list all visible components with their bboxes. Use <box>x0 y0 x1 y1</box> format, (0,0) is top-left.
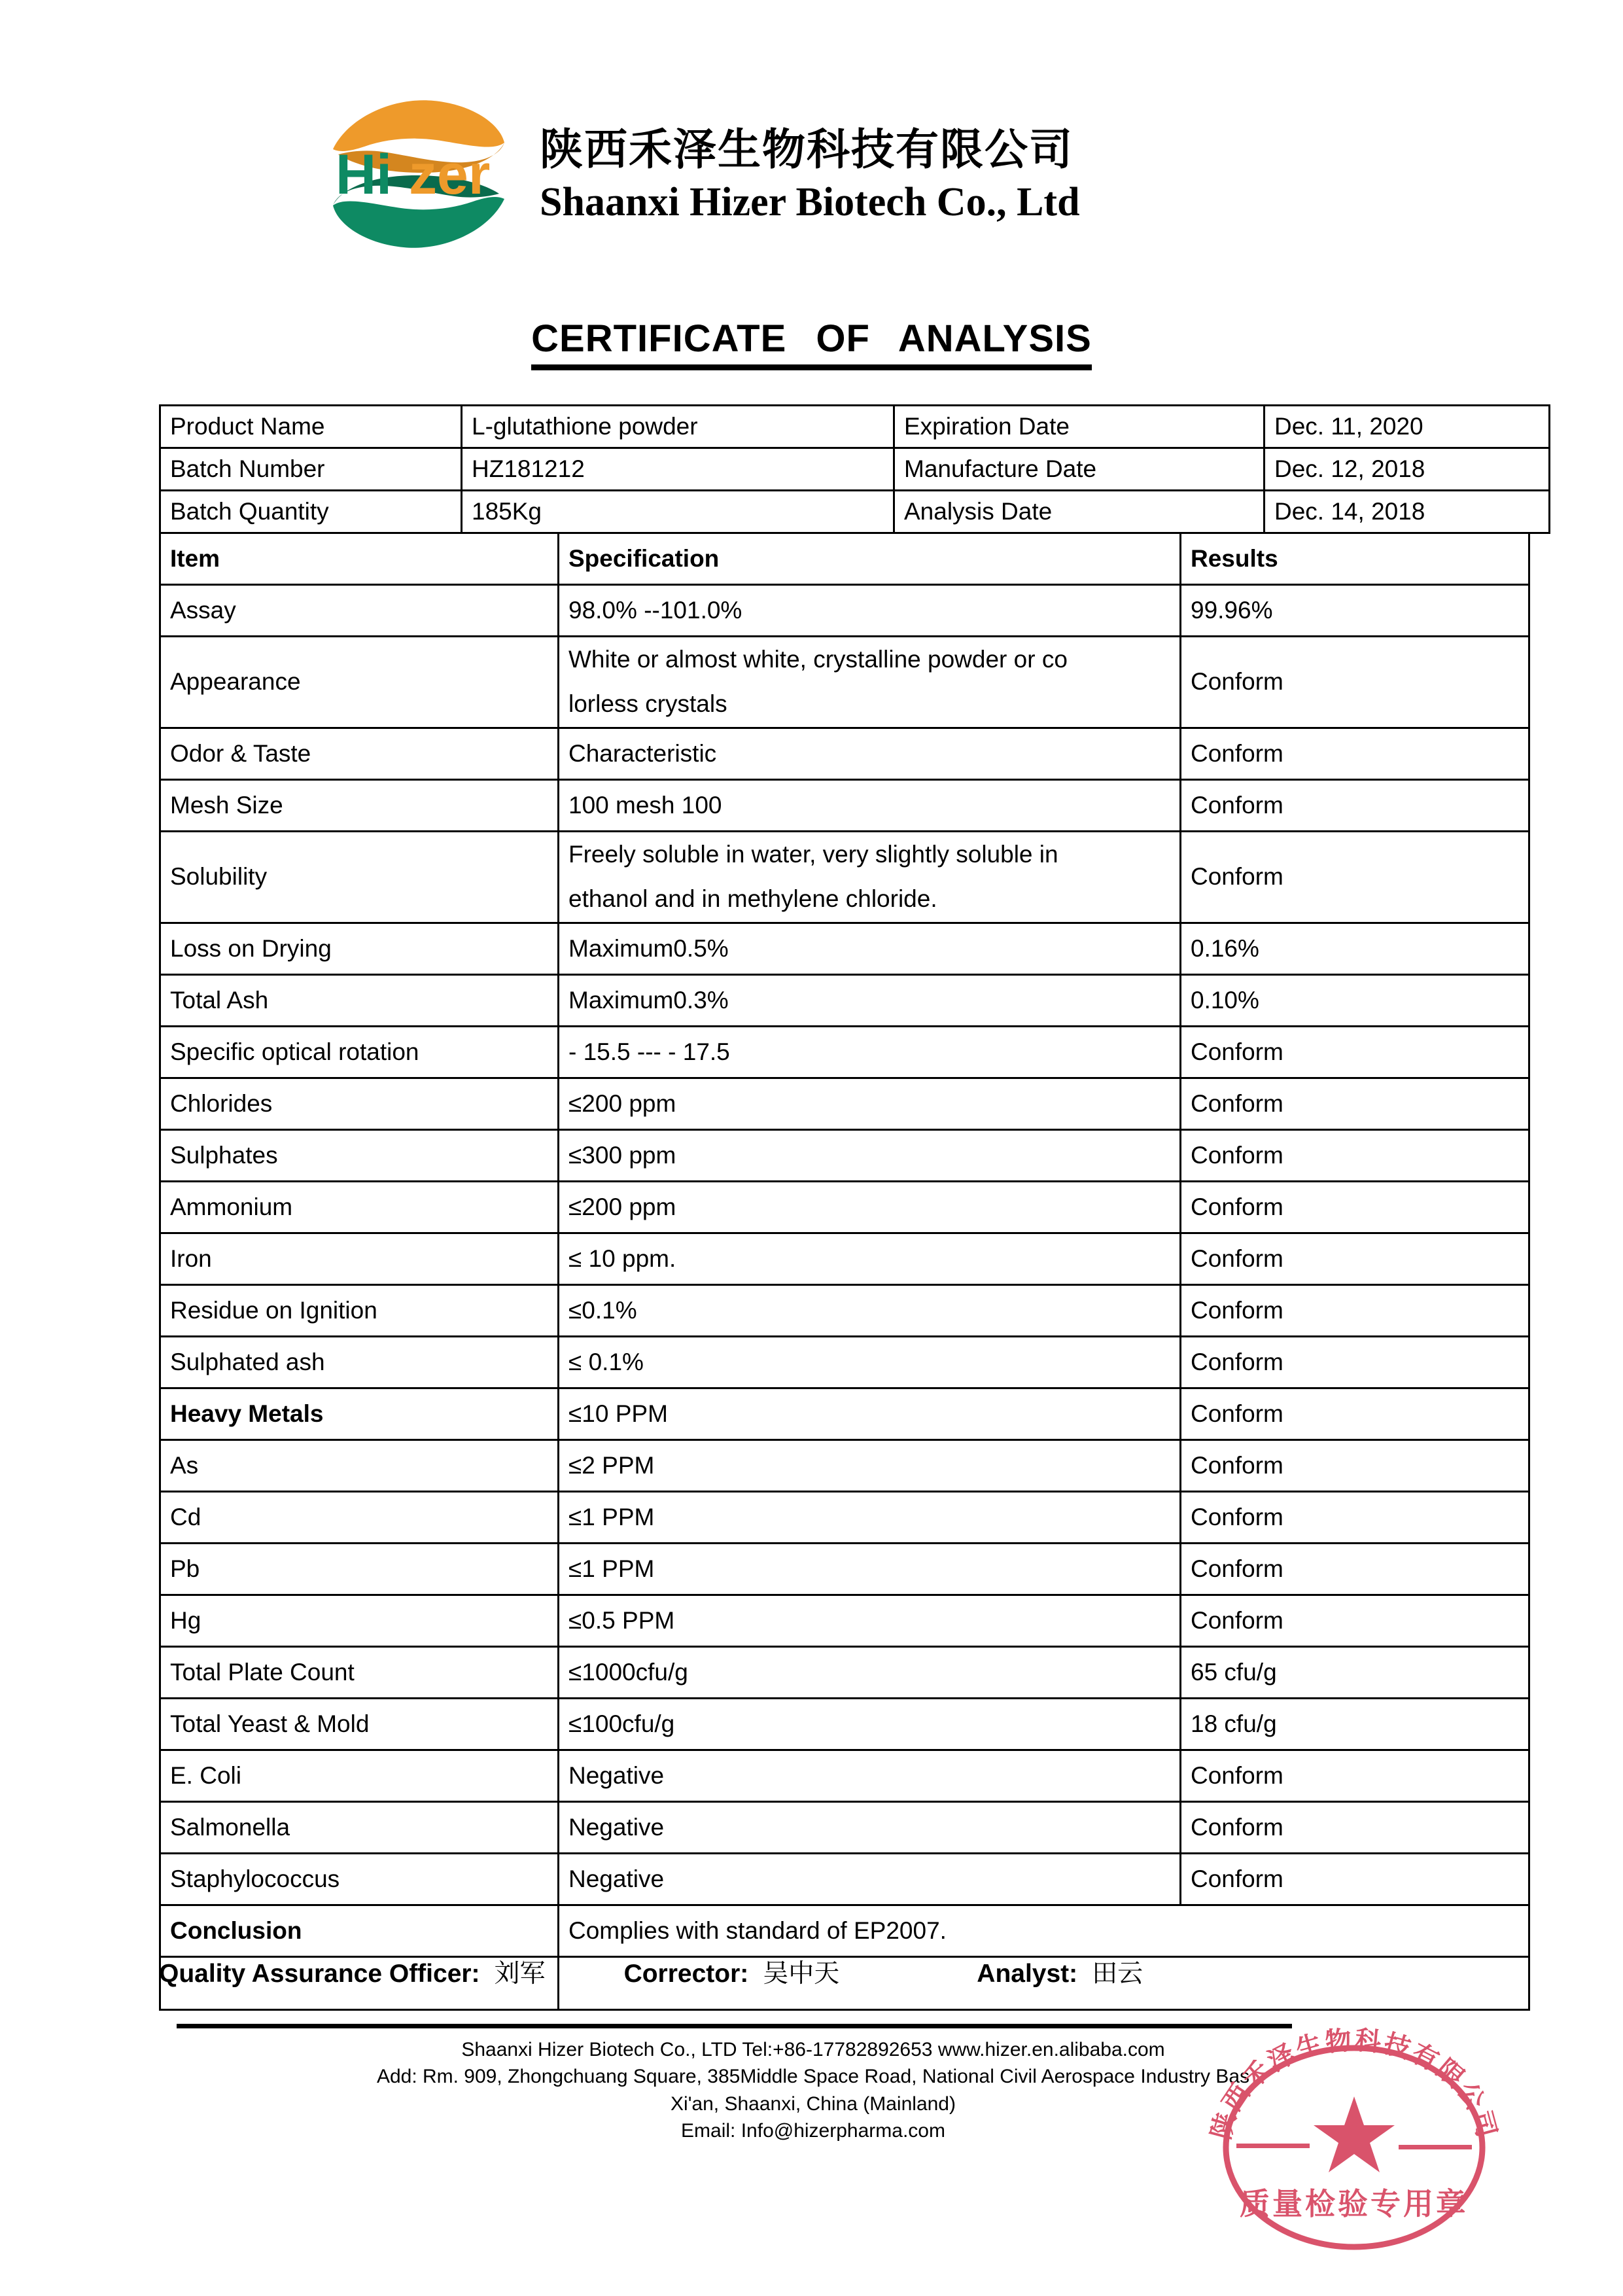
document-header <box>324 92 1080 255</box>
spec-item-0: Assay <box>160 585 559 637</box>
signature-qa-name: 刘军 <box>494 1959 546 1988</box>
info-value-product-name: L-glutathione powder <box>462 406 894 448</box>
info-label-manufacture-date: Manufacture Date <box>894 448 1265 491</box>
spec-specification-8: ≤200 ppm <box>559 1078 1181 1129</box>
spec-specification-14: ≤10 PPM <box>559 1388 1181 1439</box>
spec-item-5: Loss on Drying <box>160 923 559 974</box>
spec-result-9: Conform <box>1181 1129 1529 1181</box>
table-row <box>160 1026 1529 1078</box>
table-row <box>160 1646 1529 1698</box>
spec-result-2: Conform <box>1181 728 1529 779</box>
conclusion-label: Conclusion <box>160 1905 559 1956</box>
footer-address-line2: Xi'an, Shaanxi, China (Mainland) <box>671 2093 956 2115</box>
spec-item-3: Mesh Size <box>160 779 559 831</box>
table-header-row <box>160 533 1529 585</box>
spec-result-0: 99.96% <box>1181 585 1529 637</box>
spec-result-14: Conform <box>1181 1388 1529 1439</box>
spec-item-18: Hg <box>160 1595 559 1646</box>
logo-text-hi: Hi <box>336 143 392 206</box>
spec-result-15: Conform <box>1181 1439 1529 1491</box>
spec-item-22: Salmonella <box>160 1801 559 1853</box>
table-row <box>160 406 1550 448</box>
table-row <box>160 1543 1529 1595</box>
table-row <box>160 1129 1529 1181</box>
spec-specification-10: ≤200 ppm <box>559 1181 1181 1233</box>
spec-item-23: Staphylococcus <box>160 1853 559 1905</box>
footer-divider <box>177 2024 1292 2028</box>
spec-specification-1 <box>559 637 1181 728</box>
spec-specification-13: ≤ 0.1% <box>559 1336 1181 1388</box>
column-header-specification: Specification <box>559 533 1181 585</box>
table-row <box>160 1336 1529 1388</box>
spec-specification-17: ≤1 PPM <box>559 1543 1181 1595</box>
spec-specification-5: Maximum0.5% <box>559 923 1181 974</box>
spec-item-7: Specific optical rotation <box>160 1026 559 1078</box>
hizer-logo-icon <box>324 92 514 255</box>
spec-result-7: Conform <box>1181 1026 1529 1078</box>
signature-corrector-label: Corrector: <box>623 1960 749 1988</box>
spec-specification-7: - 15.5 --- - 17.5 <box>559 1026 1181 1078</box>
table-row <box>160 448 1550 491</box>
spec-item-19: Total Plate Count <box>160 1646 559 1698</box>
table-row <box>160 923 1529 974</box>
company-logo <box>324 92 514 255</box>
spec-item-17: Pb <box>160 1543 559 1595</box>
footer-email: Email: Info@hizerpharma.com <box>681 2120 945 2142</box>
table-row <box>160 1595 1529 1646</box>
table-row <box>160 728 1529 779</box>
stamp-bottom-text: 质量检验专用章 <box>1240 2186 1469 2221</box>
logo-text-zer: zer <box>409 143 491 206</box>
footer-address-line1: Add: Rm. 909, Zhongchuang Square, 385Middle Space Road, National Civil Aerospace Industry Bas <box>376 2066 1250 2088</box>
table-row <box>160 637 1529 728</box>
spec-specification-21: Negative <box>559 1750 1181 1801</box>
info-value-expiration-date: Dec. 11, 2020 <box>1265 406 1550 448</box>
company-name-block <box>540 122 1080 225</box>
specification-table-body <box>160 585 1529 2010</box>
spec-result-20: 18 cfu/g <box>1181 1698 1529 1750</box>
spec-result-1: Conform <box>1181 637 1529 728</box>
spec-specification-line1-1: White or almost white, crystalline powder or co <box>568 646 1068 673</box>
signature-analyst-name: 田云 <box>1092 1959 1143 1988</box>
spec-specification-19: ≤1000cfu/g <box>559 1646 1181 1698</box>
spec-specification-20: ≤100cfu/g <box>559 1698 1181 1750</box>
table-row <box>160 491 1550 533</box>
column-header-results: Results <box>1181 533 1529 585</box>
table-row <box>160 1284 1529 1336</box>
table-row <box>160 831 1529 923</box>
spec-item-16: Cd <box>160 1491 559 1543</box>
spec-result-12: Conform <box>1181 1284 1529 1336</box>
document-footer <box>159 2036 1467 2145</box>
spec-specification-3: 100 mesh 100 <box>559 779 1181 831</box>
spec-result-5: 0.16% <box>1181 923 1529 974</box>
table-row <box>160 1388 1529 1439</box>
signature-corrector <box>624 1953 840 1990</box>
footer-company-contact: Shaanxi Hizer Biotech Co., LTD Tel:+86-17782892653 www.hizer.en.alibaba.com <box>461 2039 1165 2060</box>
spec-item-8: Chlorides <box>160 1078 559 1129</box>
page-title-text: CERTIFICATE OF ANALYSIS <box>531 319 1092 370</box>
spec-result-8: Conform <box>1181 1078 1529 1129</box>
column-header-item: Item <box>160 533 559 585</box>
table-row <box>160 585 1529 637</box>
company-name-cn: 陕西禾泽生物科技有限公司 <box>540 124 1073 175</box>
spec-item-2: Odor & Taste <box>160 728 559 779</box>
spec-result-21: Conform <box>1181 1750 1529 1801</box>
spec-specification-22: Negative <box>559 1801 1181 1853</box>
spec-item-21: E. Coli <box>160 1750 559 1801</box>
spec-item-1: Appearance <box>160 637 559 728</box>
spec-result-23: Conform <box>1181 1853 1529 1905</box>
signature-row <box>159 1953 1467 1990</box>
spec-result-18: Conform <box>1181 1595 1529 1646</box>
spec-item-14: Heavy Metals <box>160 1388 559 1439</box>
spec-specification-9: ≤300 ppm <box>559 1129 1181 1181</box>
info-label-analysis-date: Analysis Date <box>894 491 1265 533</box>
table-row <box>160 779 1529 831</box>
spec-item-20: Total Yeast & Mold <box>160 1698 559 1750</box>
spec-specification-15: ≤2 PPM <box>559 1439 1181 1491</box>
table-row <box>160 1078 1529 1129</box>
conclusion-row <box>160 1905 1529 1956</box>
info-value-batch-quantity: 185Kg <box>462 491 894 533</box>
spec-result-19: 65 cfu/g <box>1181 1646 1529 1698</box>
table-row <box>160 1439 1529 1491</box>
spec-specification-23: Negative <box>559 1853 1181 1905</box>
spec-specification-12: ≤0.1% <box>559 1284 1181 1336</box>
spec-item-15: As <box>160 1439 559 1491</box>
table-row <box>160 1181 1529 1233</box>
signature-qa-officer <box>159 1953 546 1990</box>
spec-result-3: Conform <box>1181 779 1529 831</box>
spec-specification-4 <box>559 831 1181 923</box>
spec-item-4: Solubility <box>160 831 559 923</box>
spec-result-13: Conform <box>1181 1336 1529 1388</box>
spec-item-11: Iron <box>160 1233 559 1284</box>
spec-result-22: Conform <box>1181 1801 1529 1853</box>
spec-result-16: Conform <box>1181 1491 1529 1543</box>
info-label-product-name: Product Name <box>160 406 462 448</box>
spec-result-6: 0.10% <box>1181 974 1529 1026</box>
spec-specification-line1-4: Freely soluble in water, very slightly soluble in <box>568 840 1058 868</box>
company-name-en: Shaanxi Hizer Biotech Co., Ltd <box>540 180 1080 225</box>
spec-specification-6: Maximum0.3% <box>559 974 1181 1026</box>
signature-corrector-name: 吴中天 <box>763 1959 840 1988</box>
spec-specification-16: ≤1 PPM <box>559 1491 1181 1543</box>
spec-result-11: Conform <box>1181 1233 1529 1284</box>
info-value-batch-number: HZ181212 <box>462 448 894 491</box>
stamp-arc-textpath: 陕西禾泽生物科技有限公司 <box>1206 2025 1503 2143</box>
info-value-manufacture-date: Dec. 12, 2018 <box>1265 448 1550 491</box>
spec-result-4: Conform <box>1181 831 1529 923</box>
spec-result-17: Conform <box>1181 1543 1529 1595</box>
info-label-expiration-date: Expiration Date <box>894 406 1265 448</box>
table-row <box>160 1698 1529 1750</box>
spec-item-6: Total Ash <box>160 974 559 1026</box>
spec-item-12: Residue on Ignition <box>160 1284 559 1336</box>
spec-item-13: Sulphated ash <box>160 1336 559 1388</box>
signature-analyst <box>977 1953 1143 1990</box>
signature-analyst-label: Analyst: <box>977 1960 1078 1988</box>
table-row <box>160 1853 1529 1905</box>
spec-specification-11: ≤ 10 ppm. <box>559 1233 1181 1284</box>
specification-table <box>159 532 1530 2011</box>
table-row <box>160 1233 1529 1284</box>
spec-result-10: Conform <box>1181 1181 1529 1233</box>
table-row <box>160 1801 1529 1853</box>
spec-specification-18: ≤0.5 PPM <box>559 1595 1181 1646</box>
spec-specification-0: 98.0% --101.0% <box>559 585 1181 637</box>
product-info-table <box>159 404 1550 534</box>
info-label-batch-number: Batch Number <box>160 448 462 491</box>
spec-item-9: Sulphates <box>160 1129 559 1181</box>
conclusion-text: Complies with standard of EP2007. <box>559 1905 1529 1956</box>
info-label-batch-quantity: Batch Quantity <box>160 491 462 533</box>
spec-specification-2: Characteristic <box>559 728 1181 779</box>
spec-item-10: Ammonium <box>160 1181 559 1233</box>
table-row <box>160 1750 1529 1801</box>
signature-qa-label: Quality Assurance Officer: <box>159 1960 480 1988</box>
spec-specification-line2-1: lorless crystals <box>568 690 727 718</box>
info-value-analysis-date: Dec. 14, 2018 <box>1265 491 1550 533</box>
page-title <box>0 319 1623 370</box>
table-row <box>160 1491 1529 1543</box>
table-row <box>160 974 1529 1026</box>
spec-specification-line2-4: ethanol and in methylene chloride. <box>568 885 937 913</box>
